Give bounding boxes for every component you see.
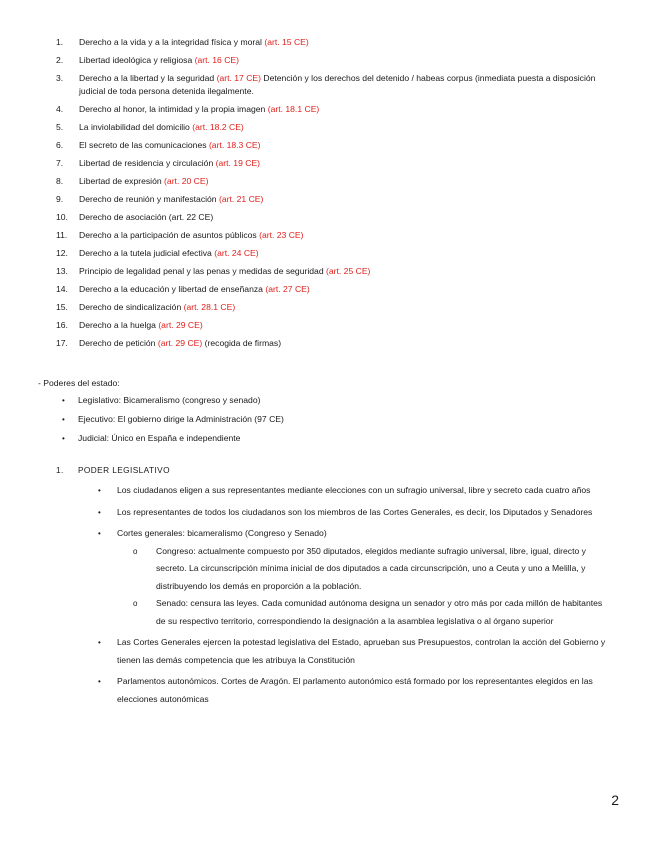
article-reference: (art. 29 CE) <box>157 338 203 348</box>
item-number: 16. <box>56 320 68 330</box>
powers-section-title: - Poderes del estado: <box>38 378 120 388</box>
item-text: Derecho a la participación de asuntos públicos <box>79 230 260 240</box>
list-item <box>0 337 655 350</box>
bullet-icon: • <box>98 507 101 517</box>
item-text: Principio de legalidad penal y las penas y medidas de seguridad <box>79 266 326 276</box>
list-item <box>0 283 655 296</box>
page-number: 2 <box>611 792 619 808</box>
list-item <box>0 247 655 260</box>
heading-number: 1. <box>56 465 64 475</box>
bullet-icon: • <box>62 396 65 405</box>
article-reference: (art. 17 CE) <box>216 73 262 83</box>
article-reference: (art. 19 CE) <box>215 158 261 168</box>
bullet-icon: • <box>98 529 101 538</box>
item-text: La inviolabilidad del domicilio <box>79 122 193 132</box>
article-reference: (art. 27 CE) <box>265 284 310 294</box>
item-number: 6. <box>56 140 64 150</box>
list-item <box>0 394 655 407</box>
list-item <box>0 54 655 67</box>
item-number: 8. <box>56 176 64 186</box>
list-item <box>0 673 655 708</box>
list-item <box>0 103 655 116</box>
item-text: Parlamentos autonómicos. Cortes de Aragón. El parlamento autonómico está formado por los representantes elegidos en las elecciones autonómicas <box>117 676 593 704</box>
item-text: Derecho de asociación (art. 22 CE) <box>79 212 214 222</box>
list-item <box>0 36 655 49</box>
article-reference: (art. 16 CE) <box>194 55 240 65</box>
item-number: 2. <box>56 55 64 65</box>
bullet-icon: • <box>98 677 101 686</box>
item-number: 7. <box>56 158 64 168</box>
circle-bullet-icon: o <box>133 546 138 556</box>
list-item <box>0 193 655 206</box>
item-text: El secreto de las comunicaciones <box>79 140 209 150</box>
article-reference: (art. 25 CE) <box>326 266 371 276</box>
list-item <box>0 265 655 278</box>
list-item <box>0 72 655 98</box>
list-item <box>0 157 655 170</box>
item-text: Derecho a la tutela judicial efectiva <box>79 248 215 258</box>
list-item <box>0 139 655 152</box>
heading-title: PODER LEGISLATIVO <box>78 465 170 475</box>
circle-bullet-icon: o <box>133 599 138 608</box>
list-item <box>0 211 655 224</box>
item-text: Libertad de residencia y circulación <box>79 158 216 168</box>
item-text: Los ciudadanos eligen a sus representantes mediante elecciones con un sufragio universal, libre y secreto cada cuatro años <box>117 485 591 495</box>
fundamental-rights-list <box>0 36 655 355</box>
item-text: Derecho de reunión y manifestación <box>79 194 219 204</box>
article-reference: (art. 28.1 CE) <box>183 302 236 312</box>
cortes-sub-list <box>117 543 611 631</box>
item-text-tail: (recogida de firmas) <box>202 338 282 348</box>
article-reference: (art. 18.2 CE) <box>192 122 244 132</box>
legislative-points-list <box>0 482 655 712</box>
item-text: Legislativo: Bicameralismo (congreso y senado) <box>78 395 261 405</box>
item-number: 14. <box>56 284 68 294</box>
item-number: 5. <box>56 122 64 132</box>
article-reference: (art. 18.3 CE) <box>208 140 261 150</box>
item-text: Derecho de petición <box>79 338 158 348</box>
item-text: Derecho a la vida y a la integridad física y moral <box>79 37 265 47</box>
list-item <box>0 432 655 445</box>
item-number: 17. <box>56 338 68 348</box>
article-reference: (art. 15 CE) <box>264 37 309 47</box>
item-text: Congreso: actualmente compuesto por 350 diputados, elegidos mediante sufragio universal, libre, igual, directo y secreto. La circunscripción mínima inicial de dos diputados a cada circunscripción, uno a Ceuta y uno a Melilla, y distribuyendo los demás en proporción a la población. <box>156 545 586 591</box>
item-text: Derecho de sindicalización <box>79 302 184 312</box>
item-number: 12. <box>56 248 68 258</box>
item-text: Ejecutivo: El gobierno dirige la Administración (97 CE) <box>78 414 284 424</box>
list-item <box>0 413 655 426</box>
list-item <box>0 175 655 188</box>
item-text-tail: Detención y los derechos del detenido / habeas corpus (inmediata puesta a disposición judicial de toda persona detenida ilegalmente. <box>79 73 596 96</box>
sub-list-item <box>117 543 611 596</box>
item-number: 3. <box>56 73 64 83</box>
powers-list <box>0 394 655 451</box>
item-text: Los representantes de todos los ciudadanos son los miembros de las Cortes Generales, es decir, los Diputados y Senadores <box>117 506 593 517</box>
article-reference: (art. 20 CE) <box>164 176 209 186</box>
item-number: 15. <box>56 302 68 312</box>
article-reference: (art. 21 CE) <box>218 194 264 204</box>
article-reference: (art. 23 CE) <box>259 230 304 240</box>
list-item <box>0 301 655 314</box>
item-text: Derecho a la educación y libertad de enseñanza <box>79 284 266 294</box>
bullet-icon: • <box>98 638 101 647</box>
item-text: Libertad ideológica y religiosa <box>79 55 195 65</box>
item-number: 1. <box>56 37 64 47</box>
list-item <box>0 504 655 522</box>
bullet-icon: • <box>62 434 65 443</box>
item-text: Derecho a la libertad y la seguridad <box>79 73 217 83</box>
list-item <box>0 525 655 630</box>
article-reference: (art. 24 CE) <box>214 248 259 258</box>
sub-list-item <box>117 595 611 630</box>
item-number: 9. <box>56 194 64 204</box>
article-reference: (art. 18.1 CE) <box>267 104 320 114</box>
list-item <box>0 482 655 500</box>
item-text: Libertad de expresión <box>79 176 165 186</box>
article-reference: (art. 29 CE) <box>158 320 203 330</box>
item-text: Judicial: Único en España e independiente <box>78 433 241 443</box>
list-item <box>0 121 655 134</box>
bullet-icon: • <box>98 486 101 495</box>
item-text: Senado: censura las leyes. Cada comunidad autónoma designa un senador y otro más por cada millón de habitantes de su respectivo territorio, correspondiendo la designación a la asamblea legislativa o al órgano superior <box>156 598 603 626</box>
bullet-icon: • <box>62 415 65 424</box>
list-item <box>0 229 655 242</box>
list-item <box>0 634 655 669</box>
item-text: Derecho al honor, la intimidad y la propia imagen <box>79 104 268 114</box>
item-number: 11. <box>56 230 68 240</box>
item-text: Derecho a la huelga <box>79 320 159 330</box>
item-text: Las Cortes Generales ejercen la potestad legislativa del Estado, aprueban sus Presupuestos, controlan la acción del Gobierno y tienen las demás competencia que les atribuya la Constitución <box>117 637 606 665</box>
item-number: 10. <box>56 212 68 222</box>
list-item <box>0 319 655 332</box>
item-number: 4. <box>56 104 64 114</box>
item-text: Cortes generales: bicameralismo (Congreso y Senado) <box>117 528 327 538</box>
legislative-heading <box>56 464 170 477</box>
item-number: 13. <box>56 266 68 276</box>
